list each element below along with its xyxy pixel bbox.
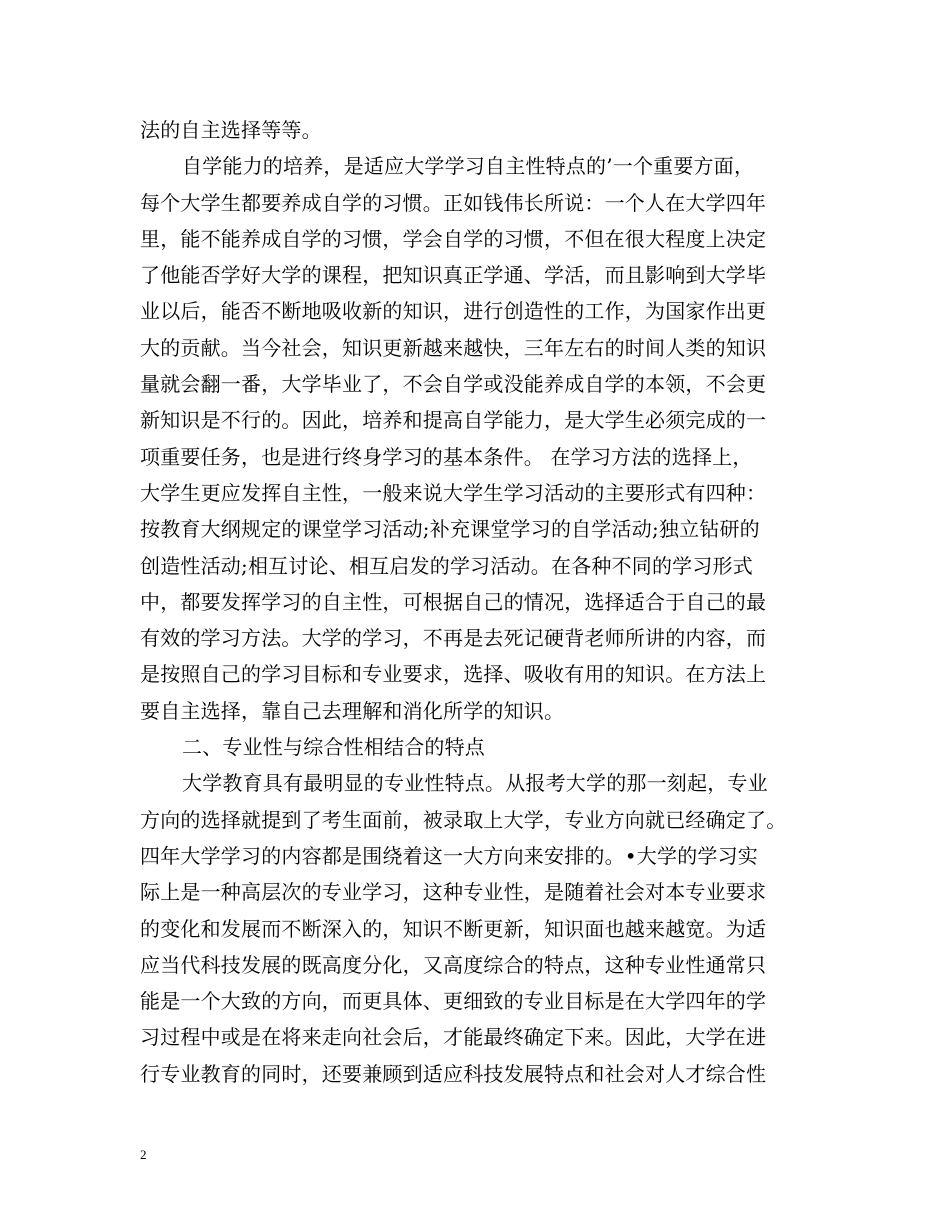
text-line: 自学能力的培养，是适应大学学习自主性特点的’一个重要方面， <box>182 154 755 179</box>
text-line: 业以后，能否不断地吸收新的知识，进行创造性的工作，为国家作出更 <box>140 299 767 324</box>
page-number: 2 <box>140 1147 147 1162</box>
text-line: 大的贡献。当今社会，知识更新越来越快，三年左右的时间人类的知识 <box>140 335 767 360</box>
text-line: 创造性活动;相互讨论、相互启发的学习活动。在各种不同的学习形式 <box>140 553 753 578</box>
text-line: 的变化和发展而不断深入的，知识不断更新，知识面也越来越宽。为适 <box>140 916 767 941</box>
text-line: 行专业教育的同时，还要兼顾到适应科技发展特点和社会对人才综合性 <box>140 1061 767 1086</box>
text-line: 方向的选择就提到了考生面前，被录取上大学，专业方向就已经确定了。 <box>140 807 787 832</box>
text-line: 习过程中或是在将来走向社会后，才能最终确定下来。因此，大学在进 <box>140 1025 767 1050</box>
text-line: 项重要任务，也是进行终身学习的基本条件。 在学习方法的选择上， <box>140 444 753 469</box>
text-line: 是按照自己的学习目标和专业要求，选择、吸收有用的知识。在方法上 <box>140 662 767 687</box>
text-line: 际上是一种高层次的专业学习，这种专业性，是随着社会对本专业要求 <box>140 880 767 905</box>
text-line: 每个大学生都要养成自学的习惯。正如钱伟长所说：一个人在大学四年 <box>140 190 767 215</box>
text-line: 中，都要发挥学习的自主性，可根据自己的情况，选择适合于自己的最 <box>140 589 767 614</box>
text-line: 四年大学学习的内容都是围绕着这一大方向来安排的。•大学的学习实 <box>140 843 758 868</box>
text-line: 要自主选择，靠自己去理解和消化所学的知识。 <box>140 698 565 723</box>
section-heading: 二、专业性与综合性相结合的特点 <box>182 735 485 760</box>
text-line: 新知识是不行的。因此，培养和提高自学能力，是大学生必须完成的一 <box>140 408 767 433</box>
text-line: 里，能不能养成自学的习惯，学会自学的习惯，不但在很大程度上决定 <box>140 226 767 251</box>
text-line: 大学教育具有最明显的专业性特点。从报考大学的那一刻起，专业 <box>182 771 768 796</box>
text-line: 能是一个大致的方向，而更具体、更细致的专业目标是在大学四年的学 <box>140 989 767 1014</box>
text-line: 量就会翻一番，大学毕业了，不会自学或没能养成自学的本领，不会更 <box>140 372 767 397</box>
text-line: 大学生更应发挥自主性，一般来说大学生学习活动的主要形式有四种： <box>140 480 767 505</box>
text-line: 了他能否学好大学的课程，把知识真正学通、学活，而且影响到大学毕 <box>140 263 767 288</box>
text-line: 按教育大纲规定的课堂学习活动;补充课堂学习的自学活动;独立钻研的 <box>140 517 760 542</box>
text-line: 有效的学习方法。大学的学习，不再是去死记硬背老师所讲的内容，而 <box>140 626 767 651</box>
text-line: 法的自主选择等等。 <box>140 118 322 142</box>
body-text <box>140 112 840 1092</box>
text-line: 应当代科技发展的既高度分化，又高度综合的特点，这种专业性通常只 <box>140 952 767 977</box>
